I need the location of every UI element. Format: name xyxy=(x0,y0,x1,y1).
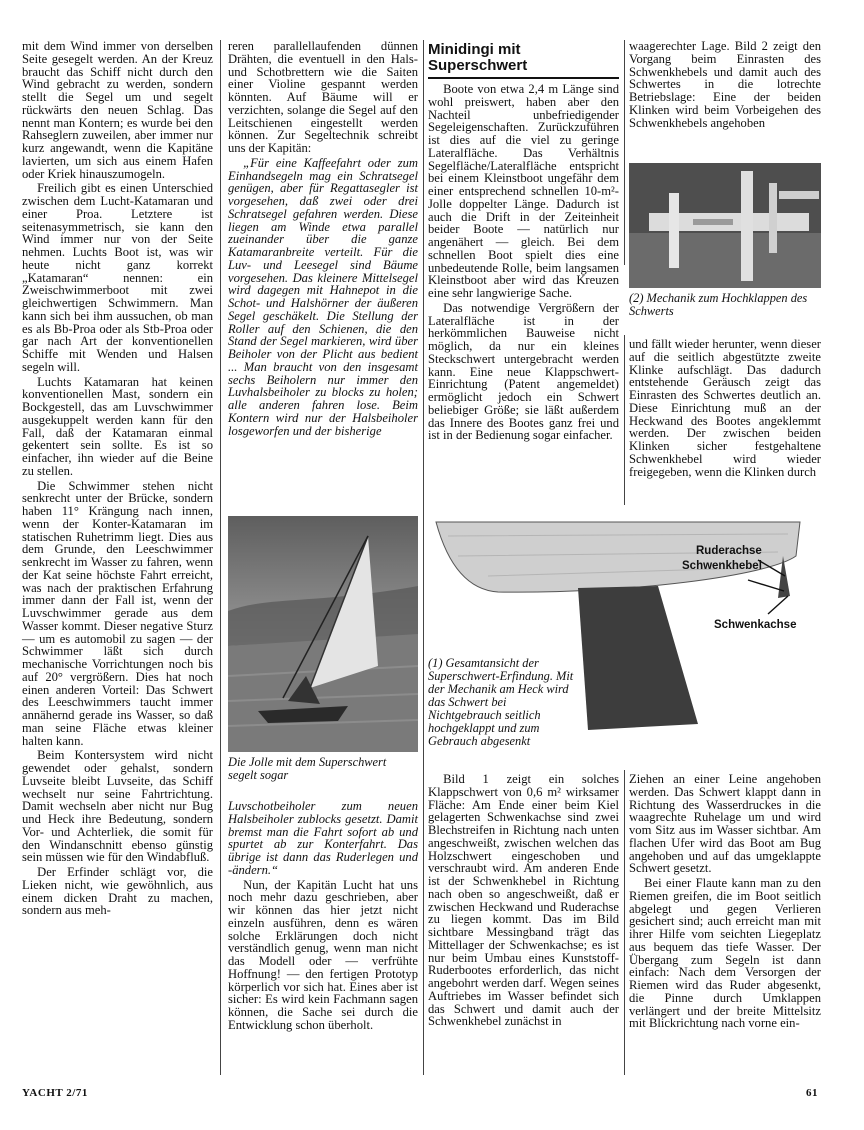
label-schwenkhebel: Schwenkhebel xyxy=(682,560,762,572)
footer-magazine-issue: YACHT 2/71 xyxy=(22,1087,88,1099)
column-rule xyxy=(423,40,424,1075)
label-ruderachse: Ruderachse xyxy=(696,545,762,557)
paragraph: und fällt wieder herunter, wenn dieser auf die seitlich abgestützte zweite Klinke aufschlägt. Das dadurch entstehende Geräusch zeigt das Einrasten des Schwertes deutlich an. Diese Einrichtung muß an der Heckwand des Bootes angeklemmt werden. Der zwischen beiden Klinken sicher festgehaltene Schwenkhebel wird wieder freigegeben, wenn die Klinken durch xyxy=(629,337,821,479)
photo-caption: (1) Gesamtansicht der Superschwert-Erfindung. Mit der Mechanik am Heck wird das Schwert bei Nichtgebrauch seitlich hochgeklappt und zum Gebrauch abgesenkt xyxy=(428,656,574,748)
paragraph: Der Erfinder schlägt vor, die Lieken nicht, wie gewöhnlich, aus einem dicken Draht zu machen, sondern aus meh- xyxy=(22,865,213,918)
column-rule xyxy=(220,40,221,1075)
column-3 xyxy=(428,40,619,442)
column-4 xyxy=(629,40,821,129)
paragraph: Freilich gibt es einen Unterschied zwischen dem Lucht-Katamaran und einer Proa. Letztere ist seitenasymmetrisch, sie kann den Wind immer nur von der Seite nehmen. Luchts Boot ist, was wir heute nicht ganz korrekt „Katamaran“ nennen: ein Zweischwimmerboot mit zwei gleichwertigen Schwimmern. Man kann sich bei ihm aussuchen, ob man es als Bb-Proa oder als Stb-Proa oder gar nach Art der konventionellen Schiffe mit Wenden und Halsen segeln will. xyxy=(22,181,213,374)
column-rule xyxy=(624,40,625,265)
headline-line: Superschwert xyxy=(428,57,528,74)
sailing-dinghy-image xyxy=(228,516,418,752)
paragraph: Nun, der Kapitän Lucht hat uns noch mehr dazu geschrieben, aber wir können das hier jetzt nicht einzeln ausführen, denn es wären solche Erklärungen doch nicht verständlich genug, wenn man nicht das Modell oder — verfrühte Hoffnung! — den fertigen Prototyp körperlich vor sich hat. Eines aber ist sicher: Es wird kein Fachmann sagen können, die Sache sei durch die Entwicklung schon überholt. xyxy=(228,877,418,1032)
photo-mechanism xyxy=(629,163,821,288)
column-3-bottom xyxy=(428,773,619,1028)
paragraph: reren parallellaufenden dünnen Drähten, die eventuell in den Hals- und Schotbrettern wie die Saiten einer Violine gespannt werden könnten. Auf Bäume will er verzichten, solange die Segel auf den Leitschienen eingestellt werden können. Zur Segeltechnik schreibt uns der Kapitän: xyxy=(228,39,418,155)
paragraph: Bild 1 zeigt ein solches Klappschwert von 0,6 m² wirksamer Fläche: Am Ende einer beim Kiel gelagerten Schwenkachse sind zwei Blechstreifen in Richtung nach unten angeschweißt, zwischen welchen das Holzschwert eingeschoben und verschraubt wird. Am anderen Ende ist der Schwenkhebel in Richtung nach oben so angeschweißt, daß er zwischen Heckwand und Ruderachse zu liegen kommt. Das im Bild sichtbare Messingband trägt das Mittellager der Schwenkachse; es ist nur beim Umbau eines Kunststoff-Ruderbootes erforderlich, das nicht angebohrt werden darf. Wegen seines Auftriebes im Wasser befindet sich das Schwert und damit auch der Schwenkhebel zunächst in xyxy=(428,772,619,1029)
photo-caption: (2) Mechanik zum Hochklappen des Schwerts xyxy=(629,291,808,318)
column-2 xyxy=(228,40,418,437)
paragraph: Das notwendige Vergrößern der Lateralfläche ist in der herkömmlichen Bauweise nicht möglich, da nur ein kleines Steckschwert untergebracht werden kann. Eine neue Klappschwert-Einrichtung (Patent angemeldet) ermöglicht jedoch ein Schwert beliebiger Größe; sie läßt außerdem das Innere des Bootes ganz frei und ist in der Bedienung sogar einfacher. xyxy=(428,300,619,443)
column-1 xyxy=(22,40,213,917)
column-4-mid xyxy=(629,338,821,478)
label-schwenkachse: Schwenkachse xyxy=(714,619,797,631)
quote-paragraph: „Für eine Kaffeefahrt oder zum Einhandsegeln mag ein Schratsegel genügen, aber für Regattasegler ist vorgesehen, daß zwei oder drei Schratsegel gefahren werden. Diese liegen am Winde etwa parallel zueinander über die ganze Katamaranbreite verteilt. Für die Luv- und Leesegel sind Bäume vorgesehen. Das kleinere Mittelsegel wird dagegen mit Hahnepot in die Schot- und Halshörner der äußeren Segel geschäkelt. Die Stellung der Roller auf den Schienen, die den Stand der Segel markieren, wird über Beiholer von der Plicht aus bedient ... Man braucht von den insgesamt sechs Beiholern nur immer den Luvhalsbeiholer zu blocks zu holen; alle anderen fahren lose. Beim Kontern wird nur der Halsbeiholer losgeworfen und der bisherige xyxy=(228,155,418,438)
article-headline xyxy=(428,40,619,79)
paragraph: Die Schwimmer stehen nicht senkrecht unter der Brücke, sondern haben 11° Krängung nach innen, wenn der Konter-Katamaran im statischen Ruhetrimm liegt. Dies aus dem Grunde, den Leeschwimmer senkrecht im Wasser zu fahren, wenn der Kat seine höchste Fahrt erreicht, was nach der praktischen Erfahrung immer dann der Fall ist, wenn der Luvschwimmer gerade aus dem Wasser kommt. Dieser negative Sturz — um es automobil zu sagen — der Schwimmer läßt sich durch mechanische Vorrichtungen noch bis auf 20° vergrößern. Dies hat noch einen anderen Vorteil: Das Schwert des Leeschwimmers taucht immer annähernd gerade ins Wasser, so daß man seine Fläche etwas kleiner halten kann. xyxy=(22,478,213,748)
paragraph: Beim Kontersystem wird nicht gewendet oder gehalst, sondern Luvseite bleibt Luvseite, das Schiff wechselt nur seine Fahrtrichtung. Damit wechseln aber nicht nur Bug und Heck ihre Bedeutung, sondern Vor- und Achterliek, die somit für den Windanschnitt ebenso günstig sein müssen wie für den Windabfluß. xyxy=(22,748,213,865)
column-rule xyxy=(624,335,625,505)
photo-caption: Die Jolle mit dem Superschwert segelt sogar xyxy=(228,755,387,782)
paragraph: waagerechter Lage. Bild 2 zeigt den Vorgang beim Einrasten des Schwenkhebels und damit auch des Schwertes in die lotrechte Betriebslage: Eine der beiden Klinken wird beim Vorbeigehen des Schwenkhebels angehoben xyxy=(629,39,821,130)
paragraph: mit dem Wind immer von derselben Seite gesegelt werden. An der Kreuz braucht das Schiff nicht durch den Wind gebracht zu werden, sondern stellt die Segel um und segelt rückwärts den neuen Schlag. Das nennt man Kontern; es wurde bei den Rahseglern zuweilen, aber immer nur kurz angewandt, wenn die Kapitäne lavierten, um sich aus einem Hafen oder Kriek hinauszumogeln. xyxy=(22,39,213,181)
paragraph: Boote von etwa 2,4 m Länge sind wohl preiswert, haben aber den Nachteil unbefriedigender Segeleigenschaften. Zurückzuführen ist dies auf die viel zu geringe Lateralfläche. Das Verhältnis Segelfläche/Lateralfläche entspricht bei einem Kleinstboot ungefähr dem einer entsprechend schnellen 10-m²-Jolle doppelter Länge. Dadurch ist auch die Drift in der Zeiteinheit beider Boote — natürlich nur angenähert — gleich. Bei dem schnellen Boot spielt dies eine unbedeutende Rolle, beim langsamen Kleinstboot aber wird das Kreuzen eine sehr langwierige Sache. xyxy=(428,82,619,300)
column-rule xyxy=(624,770,625,1075)
photo-sailing-dinghy xyxy=(228,516,418,752)
column-2-bottom xyxy=(228,800,418,1032)
paragraph: Ziehen an einer Leine angehoben werden. Das Schwert klappt dann in Richtung des Wasserdruckes in die waagrechte Ruhelage um und wird vom Sitz aus im Wasser sichtbar. Am flachen Ufer wird das Boot am Bug angehoben und auf das umgeklappte Schwert gesetzt. xyxy=(629,772,821,876)
footer-page-number: 61 xyxy=(806,1087,818,1099)
paragraph: Bei einer Flaute kann man zu den Riemen greifen, die im Boot seitlich abgelegt und gegen Verlieren gesichert sind; auch erreicht man mit ihrer Hilfe vom seichten Liegeplatz aus bequem das tiefe Wasser. Der Übergang zum Segeln ist dann einfach: Nach dem Versorgen der Riemen wird das Ruder abgesenkt, die Pinne durch Umklappen verlängert und der breite Mittelsitz mit Blickrichtung nach vorne ein- xyxy=(629,876,821,1031)
mechanism-image xyxy=(629,163,821,288)
column-4-bottom xyxy=(629,773,821,1030)
quote-paragraph: Luvschotbeiholer zum neuen Halsbeiholer zublocks gesetzt. Damit bremst man die Fahrt sofort ab und spurtet ab zur Konterfahrt. Das übrige ist dann das Ruderlegen und -ändern.“ xyxy=(228,799,418,877)
paragraph: Luchts Katamaran hat keinen konventionellen Mast, sondern ein Bockgestell, das am Luvschwimmer ausgekuppelt werden kann für den Fall, daß der Katamaran einmal gekentert sein sollte. Es ist so einfacher, ihn wieder auf die Beine zu stellen. xyxy=(22,374,213,478)
headline-line: Minidingi mit xyxy=(428,41,521,58)
